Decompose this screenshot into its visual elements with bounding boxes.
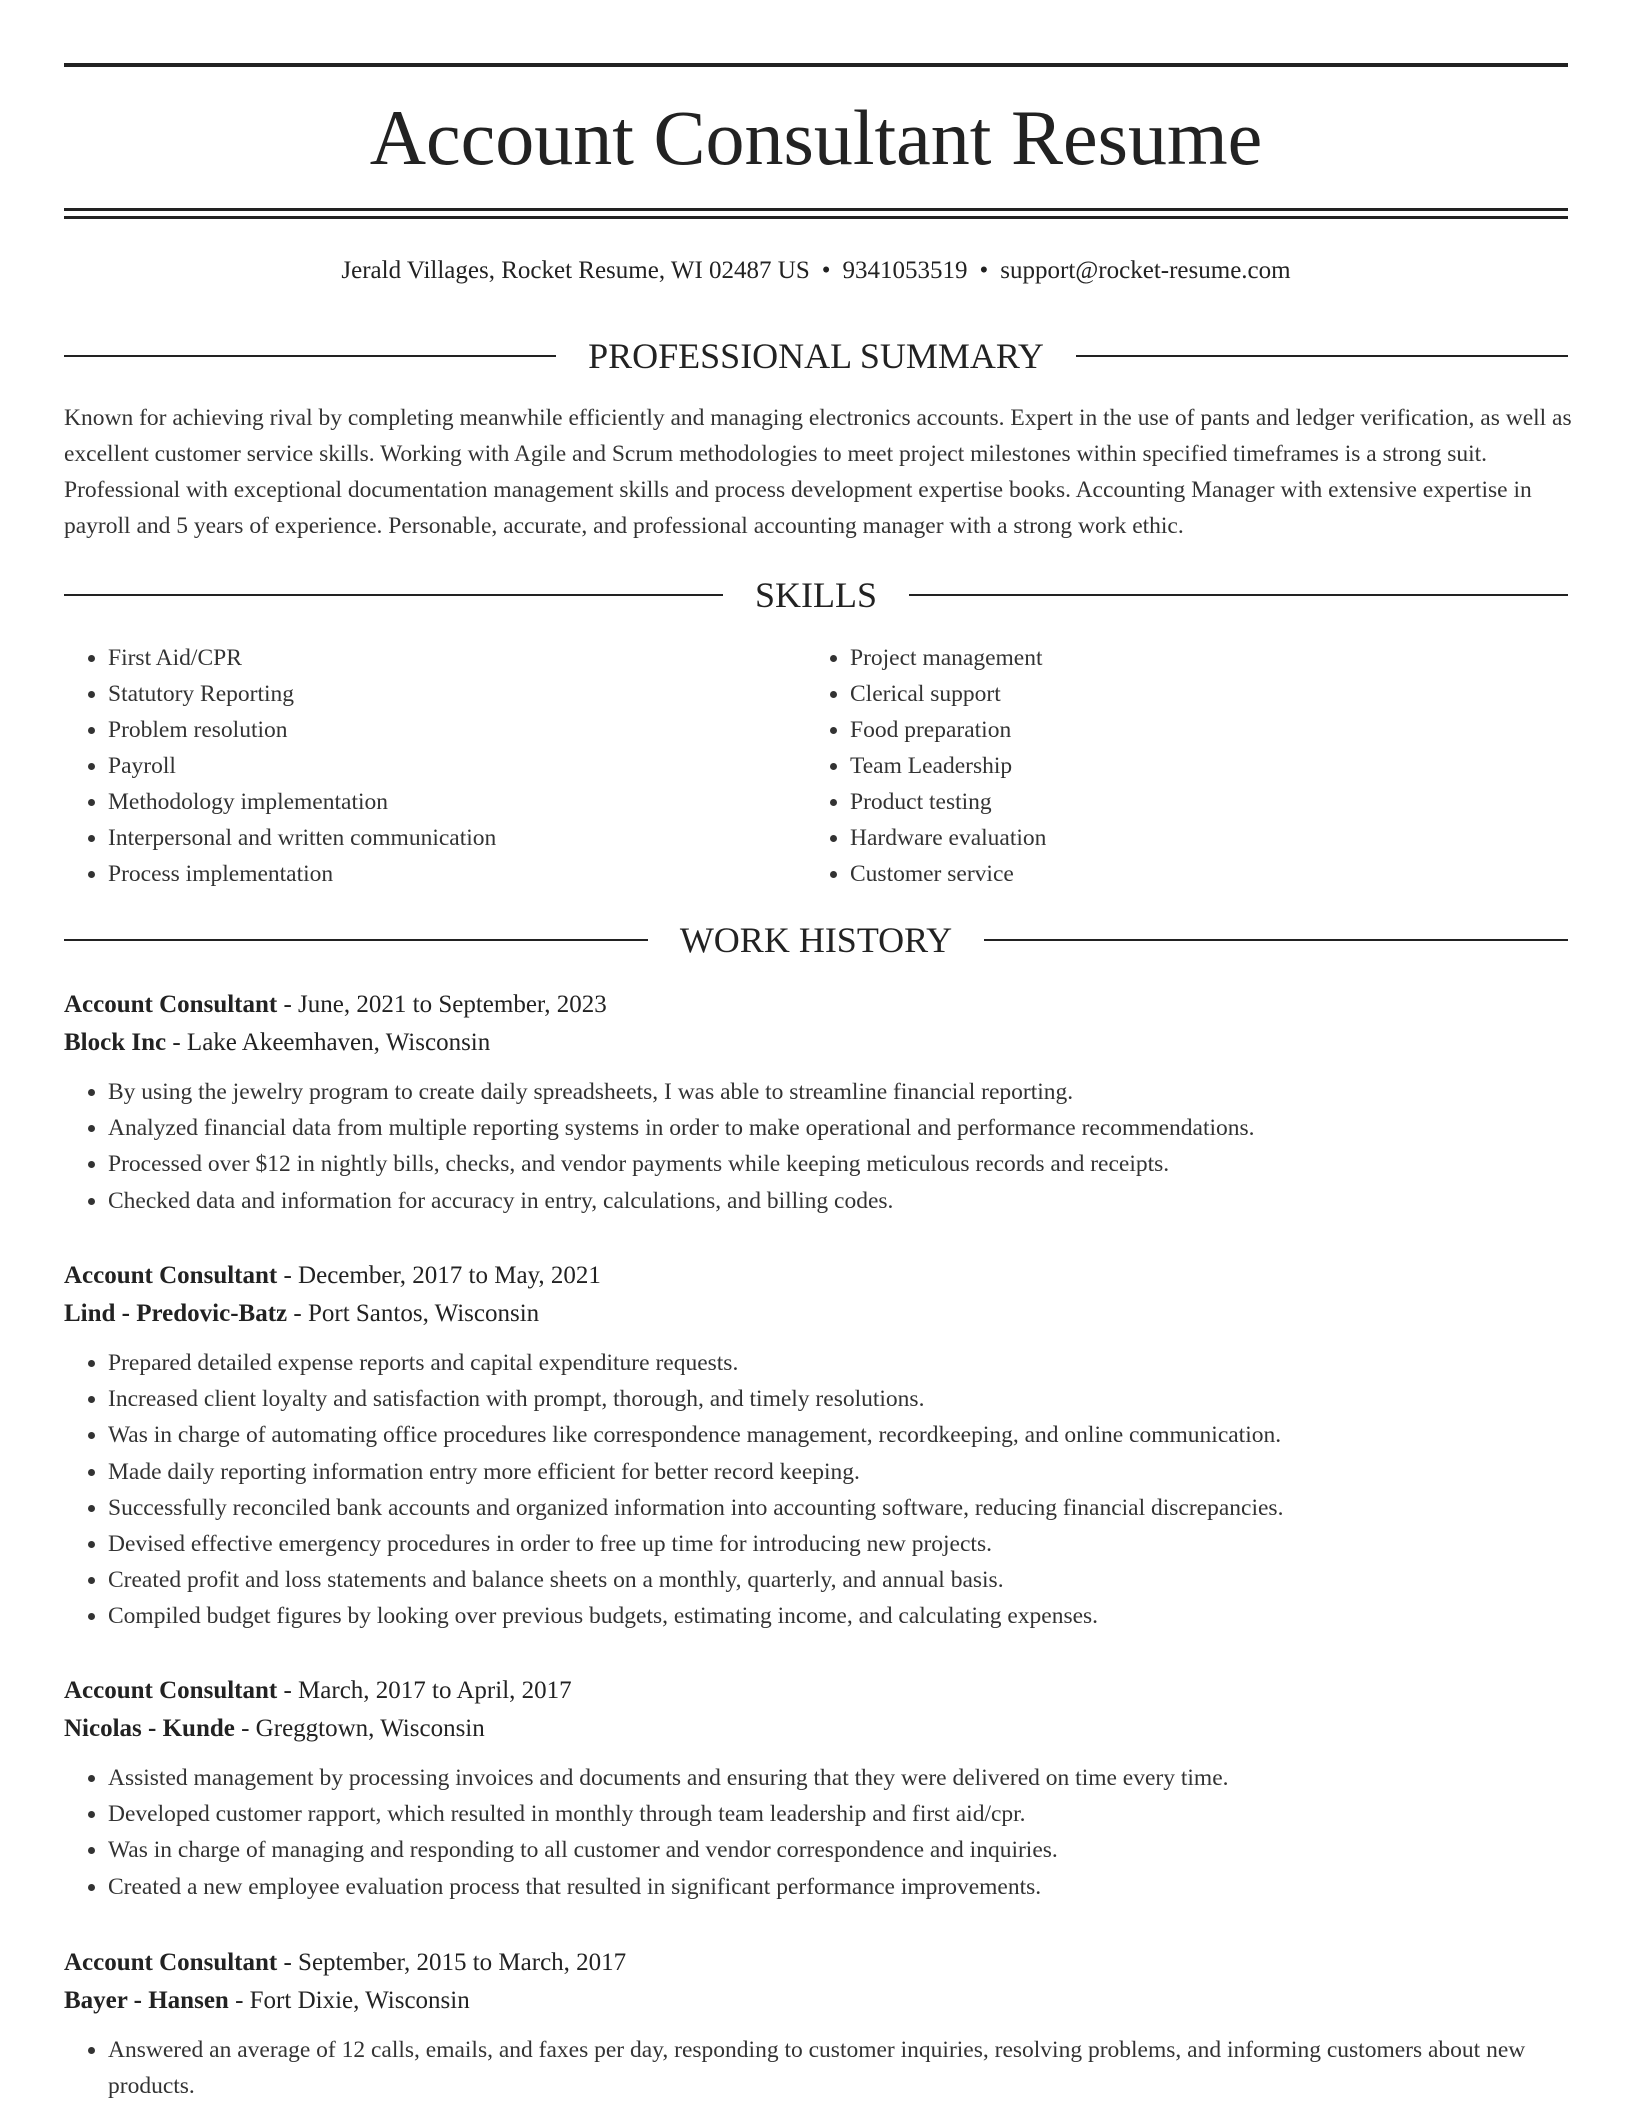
job-title-line — [64, 1672, 1574, 1710]
contact-email: support@rocket-resume.com — [1000, 257, 1291, 284]
heading-rule — [984, 939, 1568, 941]
skill-item: • First Aid/CPR — [108, 640, 808, 676]
heading-rule — [909, 594, 1568, 596]
job-title-line — [64, 1257, 1574, 1295]
skill-item: • Payroll — [108, 748, 808, 784]
job-company: Block Inc — [64, 1029, 167, 1056]
job-bullets — [64, 1345, 1574, 1635]
job-bullet: • Devised effective emergency procedures in order to free up time for introducing new projects. — [108, 1526, 1574, 1562]
job-entry — [64, 1672, 1574, 1905]
job-entry — [64, 986, 1574, 1219]
job-bullet: • Was in charge of automating office procedures like correspondence management, recordkeeping, and online communication. — [108, 1417, 1574, 1453]
skill-item: • Clerical support — [850, 676, 1550, 712]
skill-item: • Food preparation — [850, 712, 1550, 748]
contact-line — [64, 254, 1568, 288]
job-bullet: • Processed over $12 in nightly bills, checks, and vendor payments while keeping meticulous records and receipts. — [108, 1146, 1574, 1182]
work-heading-text: WORK HISTORY — [679, 920, 953, 960]
job-company: Lind - Predovic-Batz — [64, 1300, 288, 1327]
job-bullet: • Analyzed financial data from multiple reporting systems in order to make operational and performance recommendations. — [108, 1110, 1574, 1146]
job-dates: - March, 2017 to April, 2017 — [283, 1677, 572, 1704]
contact-address: Jerald Villages, Rocket Resume, WI 02487 US — [341, 257, 810, 284]
job-bullet: • Created a new employee evaluation process that resulted in significant performance improvements. — [108, 1869, 1574, 1905]
job-title-line — [64, 986, 1574, 1024]
job-entry — [64, 1944, 1574, 2104]
skill-item: • Team Leadership — [850, 748, 1550, 784]
job-title: Account Consultant — [64, 1949, 278, 1976]
job-title: Account Consultant — [64, 1262, 278, 1289]
job-bullet: • Created profit and loss statements and balance sheets on a monthly, quarterly, and annual basis. — [108, 1562, 1574, 1598]
job-bullet: • Compiled budget figures by looking over previous budgets, estimating income, and calculating expenses. — [108, 1598, 1574, 1634]
job-dates: - June, 2021 to September, 2023 — [283, 991, 607, 1018]
skill-item: • Project management — [850, 640, 1550, 676]
contact-separator: • — [979, 257, 989, 284]
job-bullet: • By using the jewelry program to create daily spreadsheets, I was able to streamline financial reporting. — [108, 1074, 1574, 1110]
job-bullet: • Answered an average of 12 calls, emails, and faxes per day, responding to customer inquiries, resolving problems, and informing customers about new products. — [108, 2032, 1574, 2104]
job-title-line — [64, 1944, 1574, 1982]
heading-rule — [64, 355, 556, 357]
contact-separator: • — [821, 257, 831, 284]
skills-list-left — [64, 640, 808, 892]
heading-rule — [1076, 355, 1568, 357]
skill-item: • Statutory Reporting — [108, 676, 808, 712]
job-bullet: • Increased client loyalty and satisfaction with prompt, thorough, and timely resolutions. — [108, 1381, 1574, 1417]
skill-item: • Hardware evaluation — [850, 820, 1550, 856]
job-location: - Greggtown, Wisconsin — [241, 1715, 485, 1742]
summary-section-heading — [64, 334, 1568, 378]
job-bullet: • Developed customer rapport, which resulted in monthly through team leadership and first aid/cpr. — [108, 1796, 1574, 1832]
job-bullet: • Was in charge of managing and responding to all customer and vendor correspondence and inquiries. — [108, 1832, 1574, 1868]
skills-list-right — [806, 640, 1550, 892]
summary-paragraph: Known for achieving rival by completing meanwhile efficiently and managing electronics accounts. Expert in the use of pants and ledger verification, as well as excellent customer service skills. Working with Agile and Scrum methodologies to meet project milestones within specified timeframes is a strong suit. Professional with exceptional documentation management skills and process development expertise books. Accounting Manager with extensive expertise in payroll and 5 years of experience. Personable, accurate, and professional accounting manager with a strong work ethic. — [64, 405, 1572, 539]
skill-item: • Methodology implementation — [108, 784, 808, 820]
job-dates: - December, 2017 to May, 2021 — [283, 1262, 601, 1289]
job-location: - Lake Akeemhaven, Wisconsin — [172, 1029, 491, 1056]
job-company-line — [64, 1295, 1574, 1333]
job-location: - Port Santos, Wisconsin — [293, 1300, 540, 1327]
contact-phone: 9341053519 — [842, 257, 968, 284]
job-company: Nicolas - Kunde — [64, 1715, 235, 1742]
heading-rule — [64, 594, 723, 596]
job-company-line — [64, 1024, 1574, 1062]
skill-item: • Product testing — [850, 784, 1550, 820]
skill-item: • Customer service — [850, 856, 1550, 892]
job-bullets — [64, 1760, 1574, 1905]
job-company: Bayer - Hansen — [64, 1987, 229, 2014]
job-location: - Fort Dixie, Wisconsin — [235, 1987, 470, 2014]
skill-item: • Interpersonal and written communication — [108, 820, 808, 856]
skills-heading-text: SKILLS — [755, 575, 878, 615]
job-company-line — [64, 1982, 1574, 2020]
skills-section-heading — [64, 573, 1568, 617]
job-entry — [64, 1257, 1574, 1635]
job-dates: - September, 2015 to March, 2017 — [283, 1949, 627, 1976]
job-title: Account Consultant — [64, 991, 278, 1018]
job-bullet: • Successfully reconciled bank accounts and organized information into accounting software, reducing financial discrepancies. — [108, 1490, 1574, 1526]
skill-item: • Process implementation — [108, 856, 808, 892]
heading-rule — [64, 939, 648, 941]
work-section-heading — [64, 918, 1568, 962]
job-company-line — [64, 1710, 1574, 1748]
summary-heading-text: PROFESSIONAL SUMMARY — [588, 336, 1044, 376]
title-double-rule-bottom — [64, 216, 1568, 219]
job-bullets — [64, 1074, 1574, 1219]
skill-item: • Problem resolution — [108, 712, 808, 748]
top-rule — [64, 63, 1568, 67]
job-bullet: • Prepared detailed expense reports and capital expenditure requests. — [108, 1345, 1574, 1381]
job-bullets — [64, 2032, 1574, 2104]
job-bullet: • Assisted management by processing invoices and documents and ensuring that they were delivered on time every time. — [108, 1760, 1574, 1796]
job-bullet: • Checked data and information for accuracy in entry, calculations, and billing codes. — [108, 1183, 1574, 1219]
page-title: Account Consultant Resume — [369, 94, 1263, 181]
job-title: Account Consultant — [64, 1677, 278, 1704]
job-bullet: • Made daily reporting information entry more efficient for better record keeping. — [108, 1454, 1574, 1490]
title-double-rule-top — [64, 208, 1568, 211]
